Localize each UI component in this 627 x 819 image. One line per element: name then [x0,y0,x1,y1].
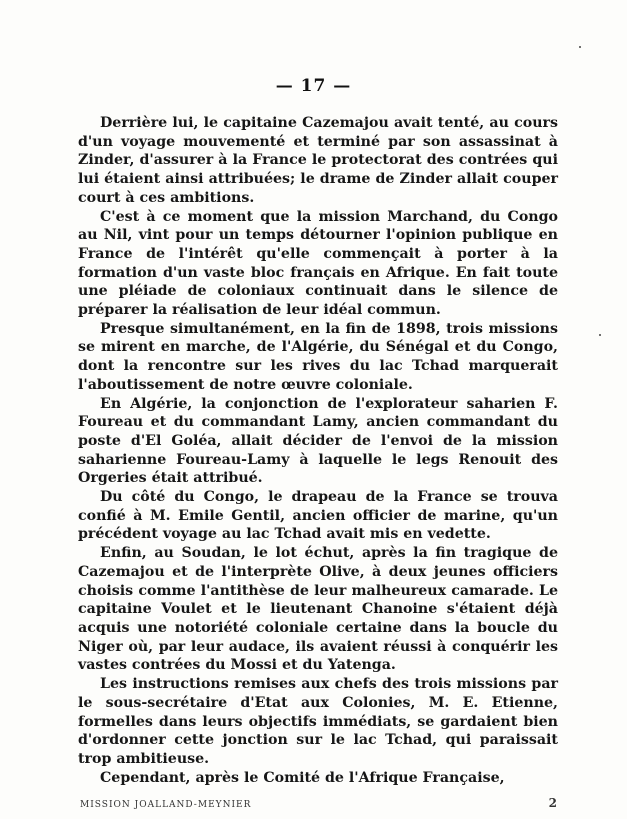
paragraph-2: C'est à ce moment que la mission Marchand, du Congo au Nil, vint pour un temps détourner l'opinion publique en France de l'intérêt qu'elle commençait à porter à la formation d'un vaste bloc français en Afrique. En fait toute une pléiade de coloniaux continuait dans le silence de préparer la réalisation de leur idéal commun. [78,208,558,319]
body-text [78,114,558,787]
paragraph-7: Les instructions remises aux chefs des trois missions par le sous-secrétaire d'Etat aux Colonies, M. E. Etienne, formelles dans leurs objectifs immédiats, se gardaient bien d'ordonner cette jonction sur le lac Tchad, qui paraissait trop ambitieuse. [78,676,558,767]
footer-signature-mark: 2 [548,796,558,810]
paragraph-1: Derrière lui, le capitaine Cazemajou avait tenté, au cours d'un voyage mouvementé et terminé par son assassinat à Zinder, d'assurer à la France le protectorat des contrées qui lui étaient ainsi attribuées; le drame de Zinder allait couper court à ces ambitions. [78,115,558,206]
footer-signature: MISSION JOALLAND-MEYNIER [80,800,252,810]
paragraph-3: Presque simultanément, en la fin de 1898, trois missions se mirent en marche, de l'Algérie, du Sénégal et du Congo, dont la rencontre sur les rives du lac Tchad marquerait l'aboutissement de notre œuvre coloniale. [78,320,558,393]
paragraph-4: En Algérie, la conjonction de l'explorateur saharien F. Foureau et du commandant Lamy, ancien commandant du poste d'El Goléa, allait décider de l'envoi de la mission saharienne Foureau-Lamy à laquelle le legs Renouit des Orgeries était attribué. [78,395,558,487]
paragraph-8: Cependant, après le Comité de l'Afrique Française, [100,769,505,786]
paper-speck [579,46,581,48]
paper-speck [599,334,601,336]
paragraph-5: Du côté du Congo, le drapeau de la France se trouva confié à M. Emile Gentil, ancien officier de marine, qu'un précédent voyage au lac Tchad avait mis en vedette. [78,489,558,543]
page-number: — 17 — [275,76,352,96]
paragraph-6: Enfin, au Soudan, le lot échut, après la fin tragique de Cazemajou et de l'interprète Olive, à deux jeunes officiers choisis comme l'antithèse de leur malheureux camarade. Le capitaine Voulet et le lieutenant Chanoine s'étaient déjà acquis une notoriété coloniale certaine dans la boucle du Niger où, par leur audace, ils avaient réussi à conquérir les vastes contrées du Mossi et du Yatenga. [78,545,558,674]
